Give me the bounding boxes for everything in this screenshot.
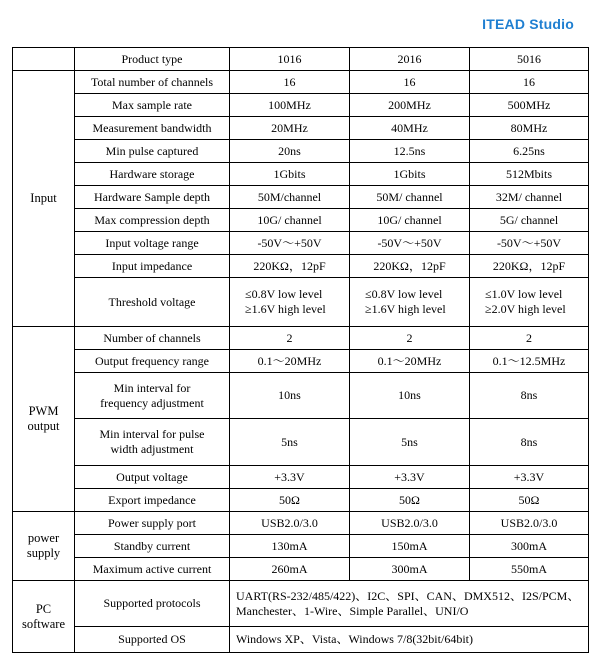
category-pc — [13, 581, 75, 653]
cell: 130mA — [230, 535, 350, 558]
table-row — [13, 466, 589, 489]
row-label: Max compression depth — [75, 209, 230, 232]
high-level: ≥1.6V high level — [245, 302, 326, 316]
cell: +3.3V — [350, 466, 470, 489]
row-label: Measurement bandwidth — [75, 117, 230, 140]
cell: 2 — [350, 327, 470, 350]
row-label-line: width adjustment — [110, 442, 194, 456]
high-level: ≥2.0V high level — [485, 302, 566, 316]
row-label: Output frequency range — [75, 350, 230, 373]
header-row — [13, 48, 589, 71]
cell: 50Ω — [350, 489, 470, 512]
cell: 300mA — [350, 558, 470, 581]
category-line: supply — [26, 546, 61, 560]
table-row — [13, 558, 589, 581]
cell: 6.25ns — [470, 140, 589, 163]
brand-logo: ITEAD Studio — [482, 16, 574, 32]
cell: USB2.0/3.0 — [230, 512, 350, 535]
header-model: 5016 — [470, 48, 589, 71]
row-label: Number of channels — [75, 327, 230, 350]
cell: 512Mbits — [470, 163, 589, 186]
cell: -50V～+50V — [230, 232, 350, 255]
cell: 16 — [470, 71, 589, 94]
row-label-line: Min interval for pulse — [99, 427, 205, 441]
cell: 2 — [230, 327, 350, 350]
table-row — [13, 373, 589, 419]
spec-table — [12, 47, 589, 653]
cell: -50V～+50V — [350, 232, 470, 255]
table-row — [13, 209, 589, 232]
table-row — [13, 71, 589, 94]
protocols-line: UART(RS-232/485/422)、I2C、SPI、CAN、DMX512、I2S/PCM、 — [236, 588, 580, 603]
row-label: Threshold voltage — [75, 278, 230, 327]
cell: +3.3V — [230, 466, 350, 489]
threshold-cell — [230, 278, 350, 327]
cell: 550mA — [470, 558, 589, 581]
cell: 20MHz — [230, 117, 350, 140]
table-row — [13, 255, 589, 278]
cell: 8ns — [470, 419, 589, 466]
table-row — [13, 278, 589, 327]
cell: 10ns — [230, 373, 350, 419]
row-label: Standby current — [75, 535, 230, 558]
cell: 220KΩ，12pF — [350, 255, 470, 278]
row-label: Total number of channels — [75, 71, 230, 94]
cell: 1Gbits — [350, 163, 470, 186]
cell: 220KΩ，12pF — [230, 255, 350, 278]
cell: 20ns — [230, 140, 350, 163]
cell: 5G/ channel — [470, 209, 589, 232]
low-level: ≤0.8V low level — [365, 287, 443, 301]
table-row — [13, 581, 589, 627]
cell: 0.1～20MHz — [350, 350, 470, 373]
row-label: Hardware Sample depth — [75, 186, 230, 209]
category-pwm — [13, 327, 75, 512]
cell: 16 — [350, 71, 470, 94]
table-row — [13, 117, 589, 140]
cell: -50V～+50V — [470, 232, 589, 255]
row-label-line: frequency adjustment — [100, 395, 204, 410]
protocols-cell — [230, 581, 589, 627]
low-level: ≤1.0V low level — [485, 287, 563, 301]
threshold-cell — [350, 278, 470, 327]
cell: 50Ω — [230, 489, 350, 512]
cell: 0.1～20MHz — [230, 350, 350, 373]
table-row — [13, 232, 589, 255]
row-label: Maximum active current — [75, 558, 230, 581]
cell: 10G/ channel — [230, 209, 350, 232]
row-label: Output voltage — [75, 466, 230, 489]
row-label: Min pulse captured — [75, 140, 230, 163]
table-row — [13, 419, 589, 466]
category-line: output — [27, 419, 60, 433]
low-level: ≤0.8V low level — [245, 287, 323, 301]
table-row — [13, 350, 589, 373]
row-label: Input voltage range — [75, 232, 230, 255]
cell: 50Ω — [470, 489, 589, 512]
table-row — [13, 140, 589, 163]
cell: 8ns — [470, 373, 589, 419]
cell: 200MHz — [350, 94, 470, 117]
cell: 500MHz — [470, 94, 589, 117]
cell: 0.1～12.5MHz — [470, 350, 589, 373]
row-label: Hardware storage — [75, 163, 230, 186]
cell: 100MHz — [230, 94, 350, 117]
cell: 260mA — [230, 558, 350, 581]
category-input: Input — [13, 71, 75, 327]
cell: 300mA — [470, 535, 589, 558]
category-line: software — [21, 616, 66, 631]
header-model: 2016 — [350, 48, 470, 71]
cell: +3.3V — [470, 466, 589, 489]
cell: USB2.0/3.0 — [350, 512, 470, 535]
table-row — [13, 489, 589, 512]
category-line: PWM — [28, 404, 59, 418]
cell: 220KΩ，12pF — [470, 255, 589, 278]
table-row — [13, 512, 589, 535]
table-row — [13, 327, 589, 350]
table-row — [13, 94, 589, 117]
cell: 5ns — [350, 419, 470, 466]
table-row — [13, 186, 589, 209]
cell: 2 — [470, 327, 589, 350]
table-row — [13, 627, 589, 653]
cell: USB2.0/3.0 — [470, 512, 589, 535]
cell: 32M/ channel — [470, 186, 589, 209]
cell: 10G/ channel — [350, 209, 470, 232]
high-level: ≥1.6V high level — [365, 302, 446, 316]
row-label: Power supply port — [75, 512, 230, 535]
cell: 50M/ channel — [350, 186, 470, 209]
category-line: power — [27, 531, 60, 545]
row-label — [75, 419, 230, 466]
threshold-cell — [470, 278, 589, 327]
category-line: PC — [35, 601, 52, 616]
header-empty-cell — [13, 48, 75, 71]
cell: 12.5ns — [350, 140, 470, 163]
os-cell: Windows XP、Vista、Windows 7/8(32bit/64bit) — [230, 627, 589, 653]
cell: 50M/channel — [230, 186, 350, 209]
table-row — [13, 535, 589, 558]
row-label-line: Min interval for — [113, 380, 191, 395]
cell: 1Gbits — [230, 163, 350, 186]
header-model: 1016 — [230, 48, 350, 71]
cell: 150mA — [350, 535, 470, 558]
cell: 40MHz — [350, 117, 470, 140]
category-power — [13, 512, 75, 581]
cell: 5ns — [230, 419, 350, 466]
cell: 16 — [230, 71, 350, 94]
row-label: Export impedance — [75, 489, 230, 512]
cell: 80MHz — [470, 117, 589, 140]
row-label: Supported OS — [75, 627, 230, 653]
row-label — [75, 373, 230, 419]
row-label: Supported protocols — [75, 581, 230, 627]
protocols-line: Manchester、1-Wire、Simple Parallel、UNI/O — [236, 603, 469, 618]
table-row — [13, 163, 589, 186]
cell: 10ns — [350, 373, 470, 419]
header-label: Product type — [75, 48, 230, 71]
row-label: Input impedance — [75, 255, 230, 278]
row-label: Max sample rate — [75, 94, 230, 117]
